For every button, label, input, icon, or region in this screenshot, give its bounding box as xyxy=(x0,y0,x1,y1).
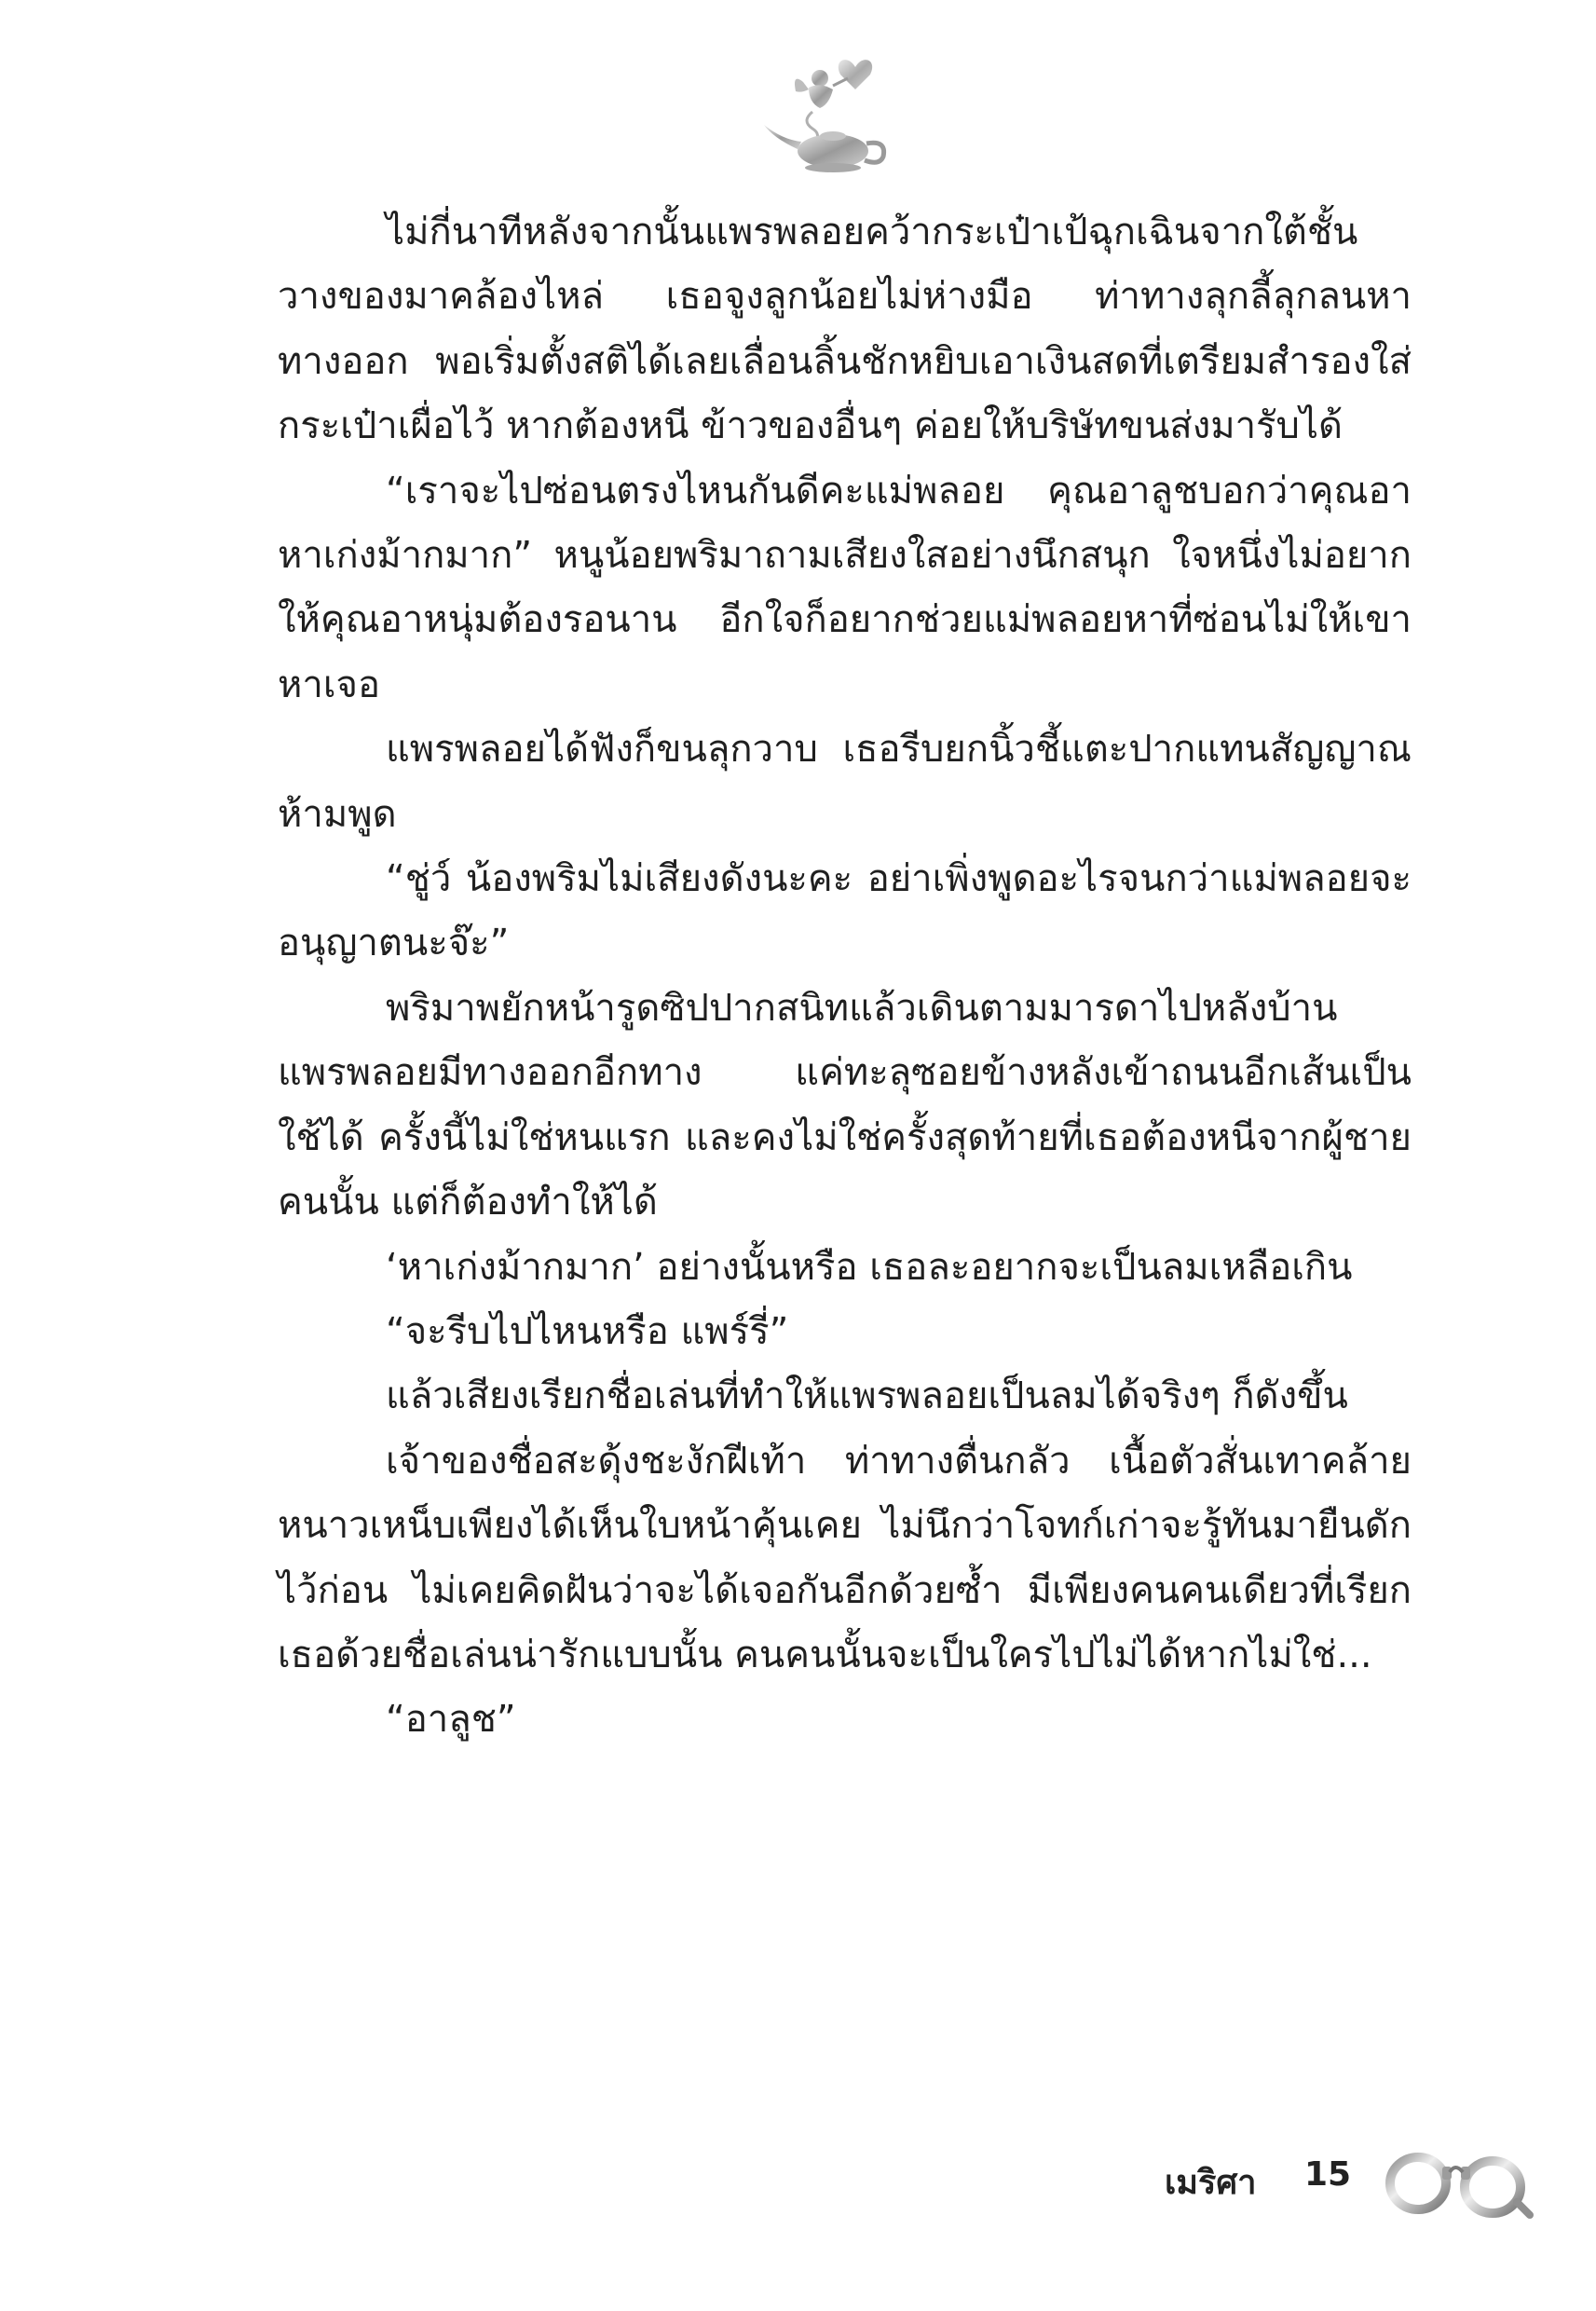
paragraph: ‘หาเก่งม้ากมาก’ อย่างนั้นหรือ เธอละอยากจะเป็นลมเหลือเกิน xyxy=(386,1245,1353,1289)
paragraph: เจ้าของชื่อสะดุ้งชะงักฝีเท้า ท่าทางตื่นกลัว เนื้อตัวสั่นเทาคล้ายหนาวเหน็บเพียงได้เห็นใบหน้าคุ้นเคย ไม่นึกว่าโจทก์เก่าจะรู้ทันมายืนดักไว้ก่อน ไม่เคยคิดฝันว่าจะได้เจอกันอีกด้วยซ้ำ มีเพียงคนคนเดียวที่เรียกเธอด้วยชื่อเล่นน่ารักแบบนั้น คนคนนั้นจะเป็นใครไปไม่ได้หากไม่ใช่... xyxy=(278,1439,1412,1676)
paragraph: “จะรีบไปไหนหรือ แพร์รี่” xyxy=(386,1309,789,1353)
paragraph: ไม่กี่นาทีหลังจากนั้นแพรพลอยคว้ากระเป๋าเป้ฉุกเฉินจากใต้ชั้นวางของมาคล้องไหล่ เธอจูงลูกน้อยไม่ห่างมือ ท่าทางลุกลี้ลุกลนหาทางออก พอเริ่มตั้งสติได้เลยเลื่อนลิ้นชักหยิบเอาเงินสดที่เตรียมสำรองใส่กระเป๋าเผื่อไว้ หากต้องหนี ข้าวของอื่นๆ ค่อยให้บริษัทขนส่งมารับได้ xyxy=(278,211,1412,448)
paragraph: พริมาพยักหน้ารูดซิปปากสนิทแล้วเดินตามมารดาไปหลังบ้าน แพรพลอยมีทางออกอีกทาง แค่ทะลุซอยข้างหลังเข้าถนนอีกเส้นเป็นใช้ได้ ครั้งนี้ไม่ใช่หนแรก และคงไม่ใช่ครั้งสุดท้ายที่เธอต้องหนีจากผู้ชายคนนั้น แต่ก็ต้องทำให้ได้ xyxy=(278,986,1412,1224)
paragraph: “เราจะไปซ่อนตรงไหนกันดีคะแม่พลอย คุณอาลูชบอกว่าคุณอาหาเก่งม้ากมาก” หนูน้อยพริมาถามเสียงใสอย่างนึกสนุก ใจหนึ่งไม่อยากให้คุณอาหนุ่มต้องรอนาน อีกใจก็อยากช่วยแม่พลอยหาที่ซ่อนไม่ให้เขาหาเจอ xyxy=(278,469,1412,706)
handcuffs-icon xyxy=(1381,2139,1539,2222)
paragraph: แพรพลอยได้ฟังก็ขนลุกวาบ เธอรีบยกนิ้วชี้แตะปากแทนสัญญาณห้ามพูด xyxy=(278,728,1412,836)
paragraph: “ชู่ว์ น้องพริมไม่เสียงดังนะคะ อย่าเพิ่งพูดอะไรจนกว่าแม่พลอยจะอนุญาตนะจ๊ะ” xyxy=(278,857,1412,965)
paragraph: “อาลูช” xyxy=(386,1698,516,1742)
page-footer xyxy=(1165,2139,1556,2222)
page-number: 15 xyxy=(1304,2155,1352,2194)
book-title: เมริศา xyxy=(1165,2164,1257,2202)
story-text xyxy=(278,200,1412,1753)
teapot-with-cupid-icon xyxy=(755,47,904,177)
paragraph: แล้วเสียงเรียกชื่อเล่นที่ทำให้แพรพลอยเป็นลมได้จริงๆ ก็ดังขึ้น xyxy=(386,1374,1348,1418)
